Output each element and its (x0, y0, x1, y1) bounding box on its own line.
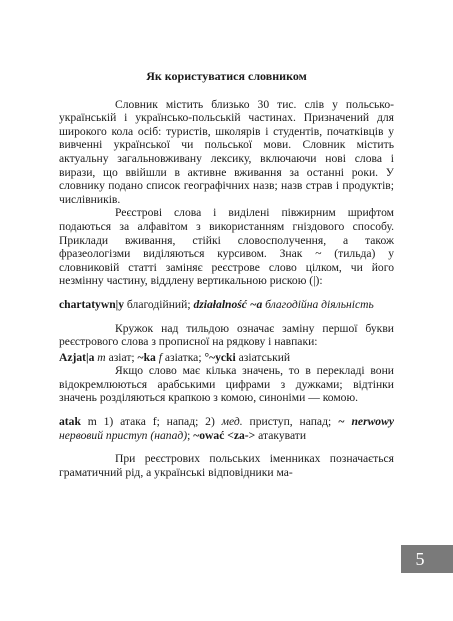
entry-translation: благодійний; (124, 297, 194, 311)
example-entry-attack: atak m 1) атака f; напад; 2) мед. приступ, напад; ~ nerwowy нервовий приступ (напад); ~ować <za-> атакувати (59, 415, 394, 442)
entry-phrase-translation: благодійна діяльність (262, 297, 374, 311)
entry-gender: m (94, 350, 109, 364)
intro-paragraph-1: Словник містить близько 30 тис. слів у польсько-українській і українсько-польській частинах. Призначений для широкого кола осіб: туристів, школярів і студентів, початківців у вивченні української чи польської мови. Словник містить актуальну загальновживану лексику, включаючи нові слова і вирази, що ввійшли в активне вживання за останні роки. У словнику подано список географічних назв; назв страв і продуктів; числівників. (59, 97, 394, 206)
entry-derived-word: °~ycki (204, 350, 236, 364)
example-entry-asian (59, 351, 394, 365)
entry-phrase-translation: нервовий приступ (напад) (59, 428, 188, 442)
entry-translation: приступ, напад; (242, 415, 339, 429)
intro-paragraph-2: Реєстрові слова і виділені півжирним шрифтом подаються за алфавітом з використанням гніздового способу. Приклади вживання, стійкі словосполучення, а також фразеологізми виділяються курсивом. Знак ~ (тильда) у словниковій статті заміняє реєстрове слово цілком, чи його незмінну частину, віддлену вертикальною рискою (|): (59, 206, 394, 288)
meanings-paragraph: Якщо слово має кілька значень, то в перекладі вони відокремлюються арабськими цифрами з дужками; відтінки значень розділяються крапкою з комою, синоніми — комою. (59, 364, 394, 405)
page-number-tab (401, 545, 453, 573)
entry-derived-word: ~ować <za-> (193, 428, 256, 442)
page-title: Як користуватися словником (146, 69, 307, 83)
entry-gender: f (155, 350, 165, 364)
tilde-circle-paragraph: Кружок над тильдою означає заміну першої букви реєстрового слова з прописної на рядкову і навпаки: (59, 321, 394, 349)
entry-headword: chartatywn|y (59, 297, 125, 311)
entry-translation: азіатський (235, 350, 291, 364)
entry-headword: atak (59, 415, 81, 429)
entry-derived-word: ~ka (137, 350, 156, 364)
entry-phrase: działalność ~a (193, 297, 263, 311)
entry-translation: m 1) атака f; напад; 2) (80, 415, 222, 429)
page-number: 5 (415, 548, 425, 569)
entry-headword: Azjat|a (59, 350, 95, 364)
entry-phrase: ~ nerwowy (338, 415, 394, 429)
entry-translation: атакувати (255, 428, 307, 442)
entry-translation: азіатка; (164, 350, 205, 364)
gender-paragraph: При реєстрових польських іменниках позначається граматичний рід, а українські відповідники ма- (59, 452, 394, 479)
entry-field-label: мед. (221, 415, 243, 429)
entry-translation: азіат; (108, 350, 138, 364)
document-page (59, 70, 394, 479)
example-entry-charitable (59, 298, 394, 312)
